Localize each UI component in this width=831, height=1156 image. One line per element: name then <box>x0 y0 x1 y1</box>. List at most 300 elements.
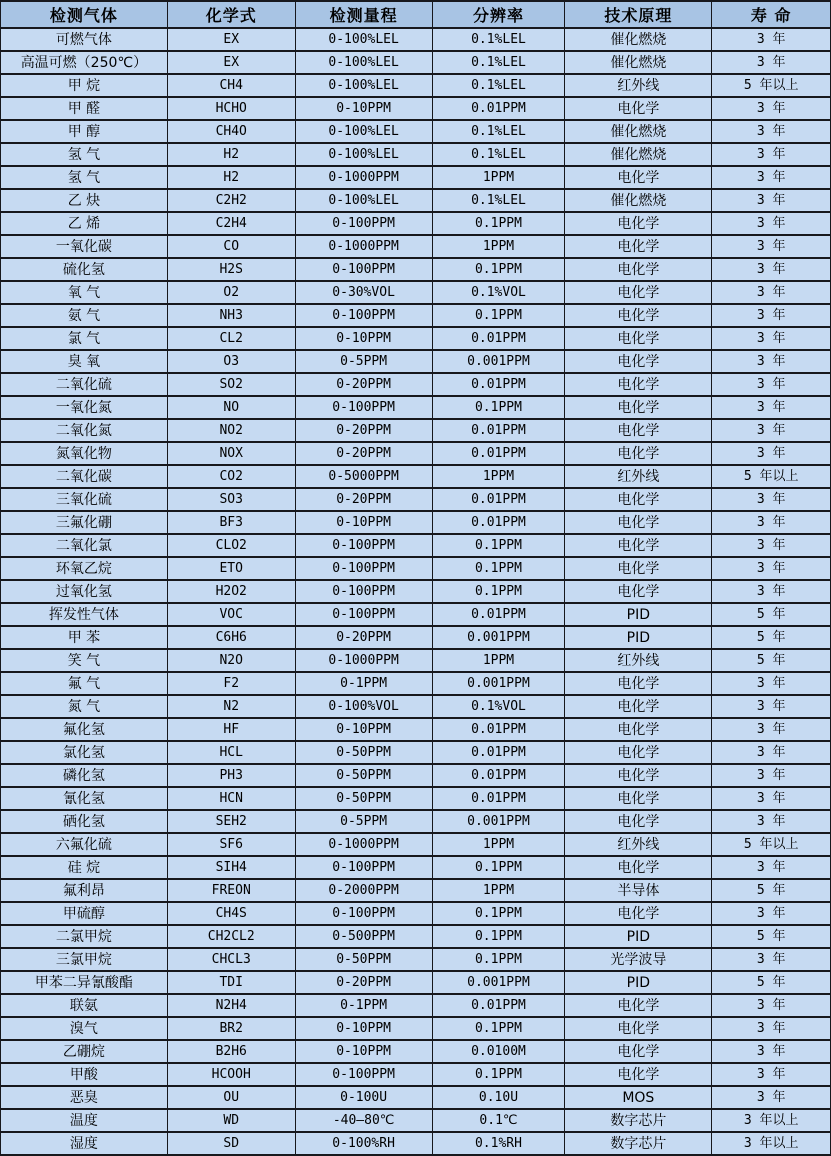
table-cell: 0.1%LEL <box>432 189 565 212</box>
table-row <box>1 833 831 856</box>
table-cell: 过氧化氢 <box>1 580 168 603</box>
table-cell: 0.1%VOL <box>432 281 565 304</box>
table-cell: 0.001PPM <box>432 350 565 373</box>
table-cell: CLO2 <box>167 534 295 557</box>
table-cell: 0.1PPM <box>432 396 565 419</box>
table-cell: 0-100%LEL <box>295 189 432 212</box>
table-cell: C6H6 <box>167 626 295 649</box>
table-cell: 甲 烷 <box>1 74 168 97</box>
table-cell: 氟利昂 <box>1 879 168 902</box>
table-header <box>1 1 831 28</box>
table-cell: 0-100PPM <box>295 534 432 557</box>
table-cell: SO2 <box>167 373 295 396</box>
table-cell: 3 年 <box>712 810 831 833</box>
table-cell: 3 年以上 <box>712 1109 831 1132</box>
table-cell: HCL <box>167 741 295 764</box>
table-cell: 5 年 <box>712 879 831 902</box>
table-cell: NO <box>167 396 295 419</box>
table-cell: 乙硼烷 <box>1 1040 168 1063</box>
table-cell: 0.01PPM <box>432 764 565 787</box>
table-cell: 电化学 <box>565 281 712 304</box>
table-cell: 半导体 <box>565 879 712 902</box>
table-cell: N2H4 <box>167 994 295 1017</box>
table-cell: 0.1PPM <box>432 304 565 327</box>
table-row <box>1 1086 831 1109</box>
table-cell: CH4S <box>167 902 295 925</box>
table-cell: 0-100PPM <box>295 580 432 603</box>
table-cell: WD <box>167 1109 295 1132</box>
table-row <box>1 304 831 327</box>
table-cell: FREON <box>167 879 295 902</box>
table-cell: HCOOH <box>167 1063 295 1086</box>
table-cell: 3 年 <box>712 580 831 603</box>
table-cell: 0-20PPM <box>295 373 432 396</box>
table-cell: 0.01PPM <box>432 511 565 534</box>
table-cell: 0-500PPM <box>295 925 432 948</box>
table-cell: 0-10PPM <box>295 718 432 741</box>
table-row <box>1 672 831 695</box>
table-row <box>1 557 831 580</box>
table-cell: 乙 炔 <box>1 189 168 212</box>
column-header-1: 化学式 <box>167 1 295 28</box>
table-row <box>1 580 831 603</box>
table-cell: 电化学 <box>565 695 712 718</box>
table-cell: H2 <box>167 143 295 166</box>
table-cell: 0-5PPM <box>295 350 432 373</box>
table-row <box>1 442 831 465</box>
table-cell: 甲 苯 <box>1 626 168 649</box>
table-cell: 0.01PPM <box>432 373 565 396</box>
table-cell: 氟 气 <box>1 672 168 695</box>
table-cell: 0.1PPM <box>432 948 565 971</box>
table-cell: 电化学 <box>565 419 712 442</box>
table-cell: 红外线 <box>565 74 712 97</box>
table-cell: 0-100%VOL <box>295 695 432 718</box>
table-cell: 0.001PPM <box>432 626 565 649</box>
table-cell: 甲苯二异氰酸酯 <box>1 971 168 994</box>
table-row <box>1 189 831 212</box>
table-row <box>1 626 831 649</box>
table-row <box>1 718 831 741</box>
table-cell: 0-100PPM <box>295 902 432 925</box>
table-cell: 电化学 <box>565 787 712 810</box>
table-cell: H2S <box>167 258 295 281</box>
table-cell: CL2 <box>167 327 295 350</box>
table-cell: NO2 <box>167 419 295 442</box>
table-cell: CH4 <box>167 74 295 97</box>
table-cell: 3 年 <box>712 143 831 166</box>
table-cell: 电化学 <box>565 350 712 373</box>
table-cell: 磷化氢 <box>1 764 168 787</box>
table-cell: 0-10PPM <box>295 327 432 350</box>
table-cell: 电化学 <box>565 580 712 603</box>
table-row <box>1 327 831 350</box>
table-cell: 电化学 <box>565 557 712 580</box>
table-cell: 0-20PPM <box>295 626 432 649</box>
table-cell: EX <box>167 51 295 74</box>
table-cell: BF3 <box>167 511 295 534</box>
table-cell: 3 年 <box>712 258 831 281</box>
table-cell: 3 年 <box>712 902 831 925</box>
table-cell: 电化学 <box>565 810 712 833</box>
table-cell: ETO <box>167 557 295 580</box>
table-cell: 电化学 <box>565 672 712 695</box>
table-cell: C2H2 <box>167 189 295 212</box>
table-row <box>1 1040 831 1063</box>
table-cell: 电化学 <box>565 235 712 258</box>
table-cell: 0.1%LEL <box>432 120 565 143</box>
table-cell: 0.10U <box>432 1086 565 1109</box>
table-cell: 3 年 <box>712 994 831 1017</box>
table-cell: N2 <box>167 695 295 718</box>
table-cell: 3 年 <box>712 488 831 511</box>
column-header-2: 检测量程 <box>295 1 432 28</box>
table-cell: 硒化氢 <box>1 810 168 833</box>
column-header-0: 检测气体 <box>1 1 168 28</box>
table-cell: 氰化氢 <box>1 787 168 810</box>
table-cell: 催化燃烧 <box>565 51 712 74</box>
table-cell: 0-100%LEL <box>295 120 432 143</box>
table-row <box>1 419 831 442</box>
table-cell: CHCL3 <box>167 948 295 971</box>
table-row <box>1 74 831 97</box>
table-cell: -40—80℃ <box>295 1109 432 1132</box>
table-cell: 电化学 <box>565 166 712 189</box>
table-cell: 0.1%VOL <box>432 695 565 718</box>
table-cell: 0-100PPM <box>295 856 432 879</box>
table-cell: 0.1PPM <box>432 534 565 557</box>
table-cell: 二氧化碳 <box>1 465 168 488</box>
table-cell: 5 年 <box>712 603 831 626</box>
table-row <box>1 764 831 787</box>
table-cell: 0.01PPM <box>432 741 565 764</box>
table-cell: 一氧化碳 <box>1 235 168 258</box>
table-row <box>1 28 831 51</box>
table-cell: 0.1PPM <box>432 580 565 603</box>
table-row <box>1 856 831 879</box>
table-row <box>1 1109 831 1132</box>
table-cell: 3 年 <box>712 695 831 718</box>
table-cell: 甲 醛 <box>1 97 168 120</box>
table-cell: 臭 氧 <box>1 350 168 373</box>
table-cell: 环氧乙烷 <box>1 557 168 580</box>
table-cell: 0.01PPM <box>432 994 565 1017</box>
table-cell: 3 年 <box>712 948 831 971</box>
table-row <box>1 787 831 810</box>
table-cell: 可燃气体 <box>1 28 168 51</box>
table-cell: 0-2000PPM <box>295 879 432 902</box>
table-cell: C2H4 <box>167 212 295 235</box>
table-cell: 3 年 <box>712 189 831 212</box>
table-cell: 硅 烷 <box>1 856 168 879</box>
table-cell: 电化学 <box>565 902 712 925</box>
table-cell: 0.01PPM <box>432 718 565 741</box>
table-cell: HCN <box>167 787 295 810</box>
table-cell: HCHO <box>167 97 295 120</box>
table-row <box>1 465 831 488</box>
table-row <box>1 281 831 304</box>
table-cell: 0.1PPM <box>432 925 565 948</box>
table-cell: F2 <box>167 672 295 695</box>
table-cell: 0-100U <box>295 1086 432 1109</box>
table-cell: 电化学 <box>565 856 712 879</box>
table-cell: TDI <box>167 971 295 994</box>
table-cell: 3 年 <box>712 856 831 879</box>
table-row <box>1 212 831 235</box>
table-cell: 电化学 <box>565 994 712 1017</box>
table-cell: 0.01PPM <box>432 442 565 465</box>
table-cell: 5 年 <box>712 971 831 994</box>
table-cell: 3 年 <box>712 419 831 442</box>
table-cell: 电化学 <box>565 741 712 764</box>
table-cell: 3 年 <box>712 764 831 787</box>
table-cell: O2 <box>167 281 295 304</box>
table-cell: O3 <box>167 350 295 373</box>
table-cell: 0-10PPM <box>295 97 432 120</box>
table-cell: 0-50PPM <box>295 787 432 810</box>
table-cell: 0-100%LEL <box>295 74 432 97</box>
table-cell: 高温可燃（250℃） <box>1 51 168 74</box>
table-cell: 催化燃烧 <box>565 189 712 212</box>
table-cell: 1PPM <box>432 833 565 856</box>
table-row <box>1 143 831 166</box>
table-cell: 挥发性气体 <box>1 603 168 626</box>
table-cell: 0-100PPM <box>295 212 432 235</box>
table-row <box>1 971 831 994</box>
table-cell: 0.01PPM <box>432 97 565 120</box>
table-cell: 催化燃烧 <box>565 120 712 143</box>
table-cell: 0.1PPM <box>432 902 565 925</box>
table-cell: 0-1PPM <box>295 994 432 1017</box>
table-cell: 甲 醇 <box>1 120 168 143</box>
table-cell: 氮 气 <box>1 695 168 718</box>
table-cell: 0.1PPM <box>432 258 565 281</box>
table-cell: 电化学 <box>565 212 712 235</box>
table-cell: 1PPM <box>432 879 565 902</box>
table-cell: 0.001PPM <box>432 672 565 695</box>
table-cell: H2 <box>167 166 295 189</box>
table-cell: 0.01PPM <box>432 488 565 511</box>
table-cell: 红外线 <box>565 465 712 488</box>
table-row <box>1 511 831 534</box>
table-cell: 0.1PPM <box>432 212 565 235</box>
table-cell: 0-20PPM <box>295 488 432 511</box>
table-row <box>1 51 831 74</box>
table-cell: 数字芯片 <box>565 1109 712 1132</box>
table-cell: 0.1%LEL <box>432 28 565 51</box>
table-cell: 0-5PPM <box>295 810 432 833</box>
table-cell: 乙 烯 <box>1 212 168 235</box>
table-cell: PID <box>565 971 712 994</box>
table-cell: 3 年 <box>712 557 831 580</box>
table-cell: 0-20PPM <box>295 971 432 994</box>
table-cell: 三氟化硼 <box>1 511 168 534</box>
table-cell: 1PPM <box>432 649 565 672</box>
table-cell: 电化学 <box>565 304 712 327</box>
table-row <box>1 925 831 948</box>
table-cell: 电化学 <box>565 488 712 511</box>
table-cell: 3 年 <box>712 51 831 74</box>
table-cell: 3 年 <box>712 396 831 419</box>
table-cell: 0-100PPM <box>295 1063 432 1086</box>
table-cell: 0-10PPM <box>295 1040 432 1063</box>
table-cell: 氢 气 <box>1 166 168 189</box>
table-cell: VOC <box>167 603 295 626</box>
table-row <box>1 396 831 419</box>
table-row <box>1 488 831 511</box>
table-cell: 电化学 <box>565 373 712 396</box>
table-cell: 3 年 <box>712 28 831 51</box>
table-cell: 3 年 <box>712 1086 831 1109</box>
table-cell: 0-1000PPM <box>295 235 432 258</box>
table-cell: 0-50PPM <box>295 741 432 764</box>
table-cell: 氯化氢 <box>1 741 168 764</box>
table-cell: OU <box>167 1086 295 1109</box>
table-cell: HF <box>167 718 295 741</box>
table-body <box>1 28 831 1155</box>
table-cell: CO2 <box>167 465 295 488</box>
table-cell: 3 年 <box>712 350 831 373</box>
table-row <box>1 373 831 396</box>
table-cell: 电化学 <box>565 1017 712 1040</box>
table-cell: 0.1PPM <box>432 1063 565 1086</box>
table-cell: 0-50PPM <box>295 948 432 971</box>
table-cell: 3 年 <box>712 212 831 235</box>
table-cell: 5 年 <box>712 626 831 649</box>
table-cell: NOX <box>167 442 295 465</box>
table-cell: 红外线 <box>565 649 712 672</box>
table-cell: 3 年 <box>712 120 831 143</box>
table-row <box>1 879 831 902</box>
table-cell: 1PPM <box>432 465 565 488</box>
table-cell: 3 年 <box>712 741 831 764</box>
table-cell: 催化燃烧 <box>565 143 712 166</box>
table-cell: SO3 <box>167 488 295 511</box>
table-cell: 0-1000PPM <box>295 833 432 856</box>
table-cell: 二氧化氯 <box>1 534 168 557</box>
table-cell: 光学波导 <box>565 948 712 971</box>
table-cell: 0-100PPM <box>295 603 432 626</box>
table-cell: 电化学 <box>565 327 712 350</box>
column-header-3: 分辨率 <box>432 1 565 28</box>
table-cell: 电化学 <box>565 718 712 741</box>
table-cell: CH4O <box>167 120 295 143</box>
table-cell: 二氧化硫 <box>1 373 168 396</box>
table-cell: 0-1000PPM <box>295 166 432 189</box>
table-cell: 3 年 <box>712 327 831 350</box>
table-cell: 电化学 <box>565 1063 712 1086</box>
table-cell: 5 年以上 <box>712 74 831 97</box>
table-cell: H2O2 <box>167 580 295 603</box>
column-header-5: 寿 命 <box>712 1 831 28</box>
table-cell: SD <box>167 1132 295 1155</box>
table-cell: 电化学 <box>565 534 712 557</box>
table-cell: PID <box>565 603 712 626</box>
table-cell: 1PPM <box>432 166 565 189</box>
table-cell: 0-100PPM <box>295 258 432 281</box>
table-cell: 0-100%LEL <box>295 28 432 51</box>
table-cell: 0-100PPM <box>295 396 432 419</box>
table-row <box>1 948 831 971</box>
table-cell: 0-30%VOL <box>295 281 432 304</box>
table-cell: PID <box>565 626 712 649</box>
table-row <box>1 534 831 557</box>
header-row <box>1 1 831 28</box>
table-cell: 0-100%LEL <box>295 51 432 74</box>
table-cell: 湿度 <box>1 1132 168 1155</box>
table-cell: PH3 <box>167 764 295 787</box>
table-cell: 二氧化氮 <box>1 419 168 442</box>
table-cell: 0.001PPM <box>432 971 565 994</box>
table-cell: 甲硫醇 <box>1 902 168 925</box>
table-cell: 电化学 <box>565 396 712 419</box>
table-cell: 硫化氢 <box>1 258 168 281</box>
table-cell: SEH2 <box>167 810 295 833</box>
table-cell: 0-10PPM <box>295 511 432 534</box>
table-cell: 3 年 <box>712 1040 831 1063</box>
table-cell: 0.1PPM <box>432 1017 565 1040</box>
column-header-4: 技术原理 <box>565 1 712 28</box>
table-cell: 5 年 <box>712 649 831 672</box>
table-cell: 电化学 <box>565 511 712 534</box>
table-cell: 二氯甲烷 <box>1 925 168 948</box>
table-cell: 0.01PPM <box>432 327 565 350</box>
table-cell: 0.1%RH <box>432 1132 565 1155</box>
table-cell: 3 年以上 <box>712 1132 831 1155</box>
table-cell: 0-10PPM <box>295 1017 432 1040</box>
table-cell: N2O <box>167 649 295 672</box>
table-cell: 0.1PPM <box>432 557 565 580</box>
table-cell: NH3 <box>167 304 295 327</box>
table-cell: 5 年以上 <box>712 833 831 856</box>
table-cell: CO <box>167 235 295 258</box>
table-cell: 联氨 <box>1 994 168 1017</box>
table-cell: EX <box>167 28 295 51</box>
table-cell: 红外线 <box>565 833 712 856</box>
table-row <box>1 810 831 833</box>
table-cell: 0-20PPM <box>295 442 432 465</box>
table-cell: 0.1℃ <box>432 1109 565 1132</box>
table-cell: 3 年 <box>712 1063 831 1086</box>
table-cell: 催化燃烧 <box>565 28 712 51</box>
table-cell: 电化学 <box>565 1040 712 1063</box>
table-row <box>1 235 831 258</box>
table-cell: 3 年 <box>712 511 831 534</box>
table-row <box>1 1017 831 1040</box>
table-cell: 氨 气 <box>1 304 168 327</box>
table-row <box>1 120 831 143</box>
table-cell: 甲酸 <box>1 1063 168 1086</box>
table-row <box>1 695 831 718</box>
table-cell: BR2 <box>167 1017 295 1040</box>
table-cell: 3 年 <box>712 304 831 327</box>
table-cell: 一氧化氮 <box>1 396 168 419</box>
table-cell: 0-20PPM <box>295 419 432 442</box>
table-cell: 0-5000PPM <box>295 465 432 488</box>
table-cell: 三氧化硫 <box>1 488 168 511</box>
table-cell: 笑 气 <box>1 649 168 672</box>
table-cell: 六氟化硫 <box>1 833 168 856</box>
table-cell: SF6 <box>167 833 295 856</box>
table-cell: CH2CL2 <box>167 925 295 948</box>
table-row <box>1 741 831 764</box>
table-cell: 3 年 <box>712 1017 831 1040</box>
table-cell: 3 年 <box>712 373 831 396</box>
table-cell: 氧 气 <box>1 281 168 304</box>
table-cell: 溴气 <box>1 1017 168 1040</box>
table-cell: 3 年 <box>712 235 831 258</box>
table-cell: 0-100%LEL <box>295 143 432 166</box>
